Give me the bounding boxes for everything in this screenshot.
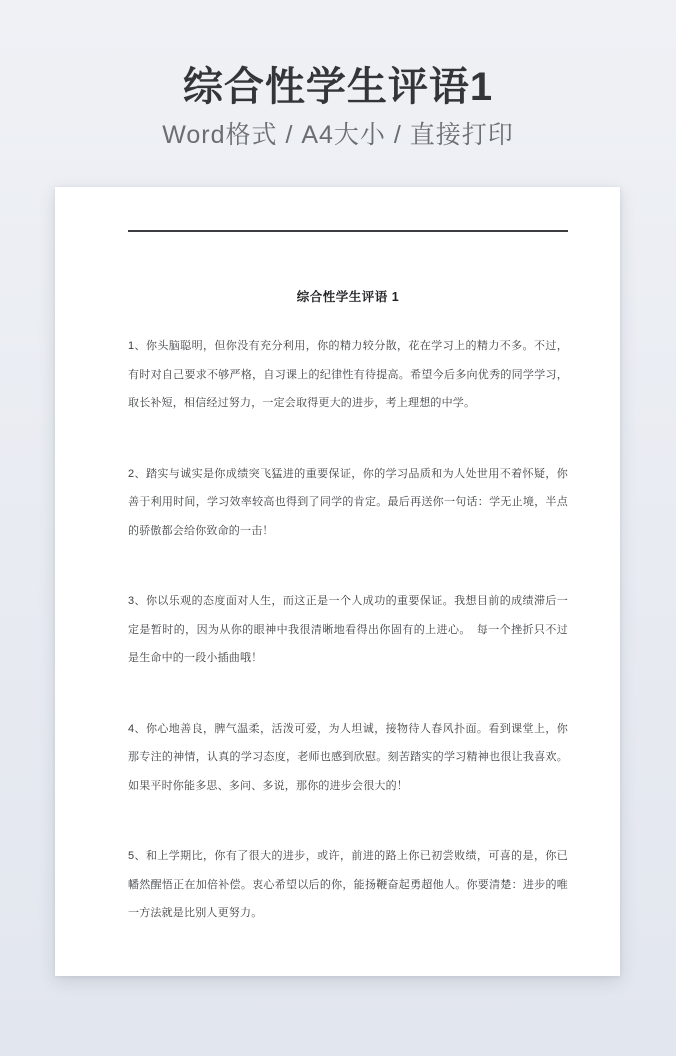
document-top-rule: [128, 230, 568, 232]
preview-header: [0, 0, 676, 150]
document-paper: [55, 187, 620, 976]
page-subtitle: Word格式 / A4大小 / 直接打印: [162, 121, 514, 149]
document-heading: 综合性学生评语 1: [296, 290, 400, 304]
document-paragraph-3: 3、你以乐观的态度面对人生，而这正是一个人成功的重要保证。我想目前的成绩滞后一定是暂时的，因为从你的眼神中我很清晰地看得出你固有的上进心。 每一个挫折只不过是生命中的一段小插曲哦！: [128, 595, 568, 664]
document-paragraph-1: 1、你头脑聪明，但你没有充分利用，你的精力较分散，花在学习上的精力不多。不过，有时对自己要求不够严格，自习课上的纪律性有待提高。希望今后多向优秀的同学学习，取长补短，相信经过努力，一定会取得更大的进步，考上理想的中学。: [128, 340, 568, 409]
document-paragraph-2: 2、踏实与诚实是你成绩突飞猛进的重要保证，你的学习品质和为人处世用不着怀疑，你善于利用时间，学习效率较高也得到了同学的肯定。最后再送你一句话：学无止境，半点的骄傲都会给你致命的一击！: [128, 467, 568, 537]
page-title: 综合性学生评语1: [182, 65, 494, 109]
document-paragraph-5: 5、和上学期比，你有了很大的进步，或许，前进的路上你已初尝败绩，可喜的是，你已幡然醒悟正在加倍补偿。衷心希望以后的你，能扬鞭奋起勇超他人。你要清楚：进步的唯一方法就是比别人更努力。: [128, 850, 568, 919]
document-paragraph-4: 4、你心地善良，脾气温柔，活泼可爱，为人坦诚，接物待人春风扑面。看到课堂上，你那专注的神情，认真的学习态度，老师也感到欣慰。刻苦踏实的学习精神也很让我喜欢。如果平时你能多思、多问、多说，那你的进步会很大的！: [128, 722, 568, 792]
